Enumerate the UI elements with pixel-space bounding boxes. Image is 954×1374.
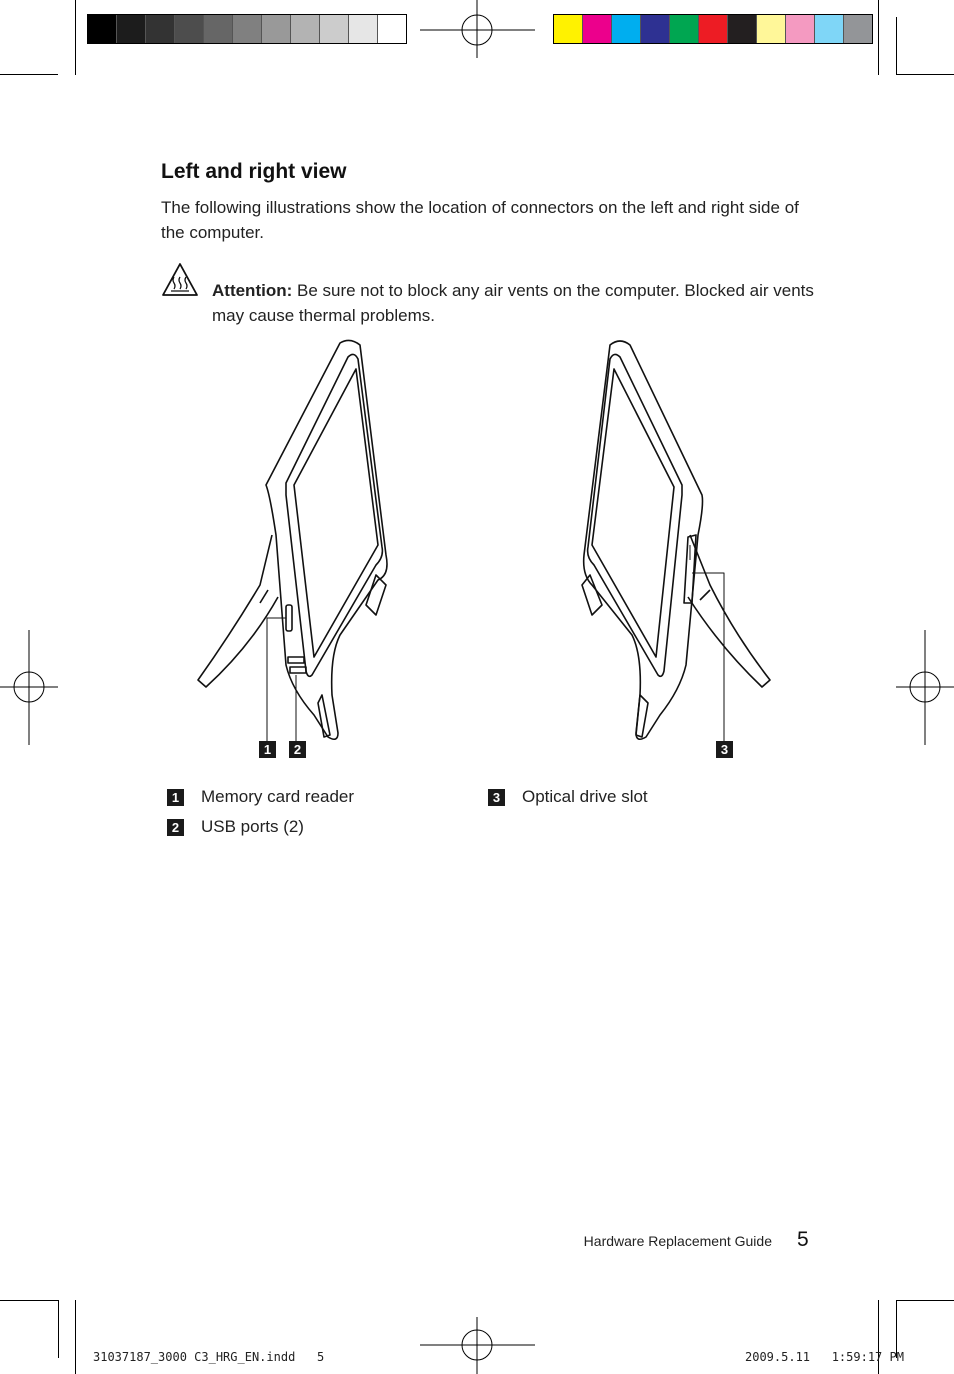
section-title: Left and right view <box>161 160 347 183</box>
legend-item-memory-card-reader <box>167 787 354 807</box>
process-swatch <box>757 15 786 43</box>
grayscale-swatch <box>262 15 291 43</box>
legend-label: Optical drive slot <box>522 787 648 806</box>
process-swatch <box>612 15 641 43</box>
process-swatch <box>641 15 670 43</box>
legend-item-optical-drive-slot <box>488 787 648 807</box>
grayscale-swatch <box>204 15 233 43</box>
process-swatch <box>815 15 844 43</box>
legend-badge: 1 <box>167 789 184 806</box>
grayscale-swatch <box>175 15 204 43</box>
memory-card-reader-slot <box>286 605 292 631</box>
grayscale-swatch <box>320 15 349 43</box>
attention-label: Attention: <box>212 281 293 300</box>
legend-label: USB ports (2) <box>201 817 304 836</box>
slug-timestamp: 2009.5.11 1:59:17 PM <box>745 1350 904 1364</box>
legend-label: Memory card reader <box>201 787 355 806</box>
right-side-view <box>582 341 770 743</box>
process-swatch <box>728 15 757 43</box>
grayscale-swatch <box>146 15 175 43</box>
process-swatch <box>583 15 612 43</box>
callout-badge-3: 3 <box>716 741 733 758</box>
grayscale-color-bar <box>87 14 407 44</box>
process-swatch <box>699 15 728 43</box>
slug-file-name: 31037187_3000 C3_HRG_EN.indd 5 <box>93 1350 325 1364</box>
grayscale-swatch <box>349 15 378 43</box>
grayscale-swatch <box>378 15 406 43</box>
process-swatch <box>554 15 583 43</box>
usb-port-2 <box>290 667 306 673</box>
computer-side-views-illustration <box>190 335 790 775</box>
attention-text: Be sure not to block any air vents on the computer. Blocked air vents may cause thermal problems. <box>212 281 814 325</box>
footer-guide-title: Hardware Replacement Guide <box>583 1233 772 1249</box>
process-swatch <box>844 15 872 43</box>
attention-note <box>212 278 822 328</box>
callout-badge-2: 2 <box>289 741 306 758</box>
legend-item-usb-ports <box>167 817 304 837</box>
intro-paragraph: The following illustrations show the location of connectors on the left and right side of the computer. <box>161 198 799 242</box>
process-swatch <box>670 15 699 43</box>
grayscale-swatch <box>117 15 146 43</box>
process-color-bar <box>553 14 873 44</box>
usb-port-1 <box>288 657 304 663</box>
callout-badge-1: 1 <box>259 741 276 758</box>
legend-badge: 3 <box>488 789 505 806</box>
left-side-view <box>198 340 387 743</box>
grayscale-swatch <box>88 15 117 43</box>
page-number: 5 <box>797 1228 809 1251</box>
grayscale-swatch <box>291 15 320 43</box>
grayscale-swatch <box>233 15 262 43</box>
process-swatch <box>786 15 815 43</box>
legend-badge: 2 <box>167 819 184 836</box>
hot-surface-warning-icon <box>161 262 199 298</box>
